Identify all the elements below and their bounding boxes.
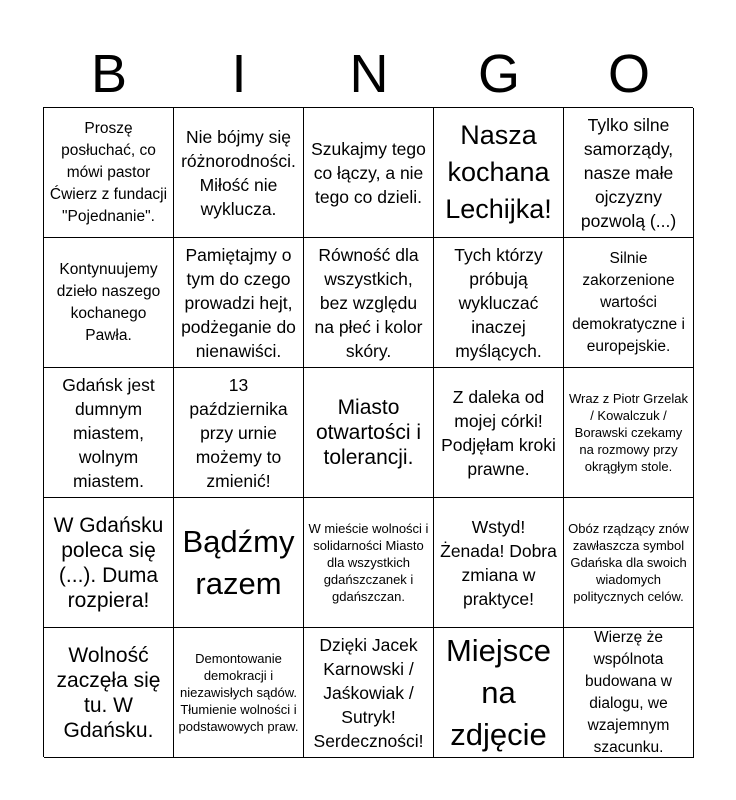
header-letter-b: B bbox=[90, 44, 128, 104]
bingo-cell-r5c5[interactable] bbox=[564, 628, 694, 758]
cell-text: Dzięki Jacek Karnowski / Jaśkowiak / Sutryk! Serdeczności! bbox=[313, 634, 424, 751]
bingo-cell-r1c1[interactable] bbox=[44, 108, 174, 238]
bingo-cell-r3c3[interactable] bbox=[304, 368, 434, 498]
bingo-cell-r5c1[interactable] bbox=[44, 628, 174, 758]
bingo-cell-r5c4[interactable] bbox=[434, 628, 564, 758]
bingo-cell-r4c2[interactable] bbox=[174, 498, 304, 628]
bingo-cell-r3c1[interactable] bbox=[44, 368, 174, 498]
header-letter-i: I bbox=[231, 44, 247, 104]
bingo-cell-r3c4[interactable] bbox=[434, 368, 564, 498]
bingo-header bbox=[44, 40, 694, 108]
bingo-cell-r4c4[interactable] bbox=[434, 498, 564, 628]
cell-text: Bądźmy razem bbox=[182, 523, 295, 601]
cell-text: Wolność zaczęła się tu. W Gdańsku. bbox=[56, 643, 161, 742]
cell-text: W Gdańsku poleca się (...). Duma rozpiera! bbox=[53, 513, 164, 612]
cell-text: Proszę posłuchać, co mówi pastor Ćwierz z fundacji "Pojednanie". bbox=[49, 119, 168, 225]
cell-text: Nie bójmy się różnorodności. Miłość nie wyklucza. bbox=[181, 126, 296, 219]
bingo-cell-r1c2[interactable] bbox=[174, 108, 304, 238]
cell-text: Kontynuujemy dzieło naszego kochanego Pawła. bbox=[56, 260, 161, 344]
cell-text: Równość dla wszystkich, bez względu na płeć i kolor skóry. bbox=[314, 244, 423, 361]
cell-text: Wierzę że wspólnota budowana w dialogu, we wzajemnym szacunku. bbox=[584, 628, 673, 756]
cell-text: W mieście wolności i solidarności Miasto dla wszystkich gdańszczanek i gdańszczan. bbox=[308, 521, 429, 604]
cell-text: Demontowanie demokracji i niezawisłych sądów. Tłumienie wolności i podstawowych praw. bbox=[178, 651, 299, 734]
bingo-cell-r2c3[interactable] bbox=[304, 238, 434, 368]
bingo-cell-r1c4[interactable] bbox=[434, 108, 564, 238]
cell-text: Miasto otwartości i tolerancji. bbox=[315, 396, 422, 469]
bingo-cell-r1c5[interactable] bbox=[564, 108, 694, 238]
bingo-cell-r2c4[interactable] bbox=[434, 238, 564, 368]
bingo-board bbox=[43, 107, 693, 757]
cell-text: Wstyd! Żenada! Dobra zmiana w praktyce! bbox=[440, 516, 557, 609]
bingo-cell-r3c5[interactable] bbox=[564, 368, 694, 498]
cell-text: Miejsce na zdjęcie bbox=[445, 632, 552, 752]
bingo-cell-r4c3[interactable] bbox=[304, 498, 434, 628]
header-letter-g: G bbox=[477, 44, 520, 104]
cell-text: Obóz rządzący znów zawłaszcza symbol Gdańska dla swoich wiadomych politycznych celów. bbox=[568, 521, 689, 604]
cell-text: 13 października przy urnie możemy to zmienić! bbox=[189, 374, 288, 491]
bingo-cell-r5c2[interactable] bbox=[174, 628, 304, 758]
bingo-cell-r2c1[interactable] bbox=[44, 238, 174, 368]
header-letter-n: N bbox=[349, 44, 389, 104]
cell-text: Wraz z Piotr Grzelak / Kowalczuk / Borawski czekamy na rozmowy przy okrągłym stole. bbox=[569, 391, 688, 474]
cell-text: Gdańsk jest dumnym miastem, wolnym miastem. bbox=[62, 374, 155, 491]
header-letter-o: O bbox=[607, 44, 650, 104]
cell-text: Szukajmy tego co łączy, a nie tego co dzieli. bbox=[311, 138, 426, 207]
bingo-cell-r1c3[interactable] bbox=[304, 108, 434, 238]
bingo-cell-r5c3[interactable] bbox=[304, 628, 434, 758]
bingo-cell-r3c2[interactable] bbox=[174, 368, 304, 498]
cell-text: Z daleka od mojej córki! Podjęłam kroki prawne. bbox=[441, 386, 556, 479]
cell-text: Pamiętajmy o tym do czego prowadzi hejt, podżeganie do nienawiści. bbox=[181, 244, 296, 361]
cell-text: Silnie zakorzenione wartości demokratyczne i europejskie. bbox=[572, 249, 685, 355]
bingo-cell-r2c2[interactable] bbox=[174, 238, 304, 368]
cell-text: Tylko silne samorządy, nasze małe ojczyzny pozwolą (...) bbox=[580, 114, 677, 231]
bingo-cell-r2c5[interactable] bbox=[564, 238, 694, 368]
cell-text: Nasza kochana Lechijka! bbox=[445, 120, 552, 224]
bingo-cell-r4c5[interactable] bbox=[564, 498, 694, 628]
bingo-cell-r4c1[interactable] bbox=[44, 498, 174, 628]
cell-text: Tych którzy próbują wykluczać inaczej myślących. bbox=[454, 244, 543, 361]
